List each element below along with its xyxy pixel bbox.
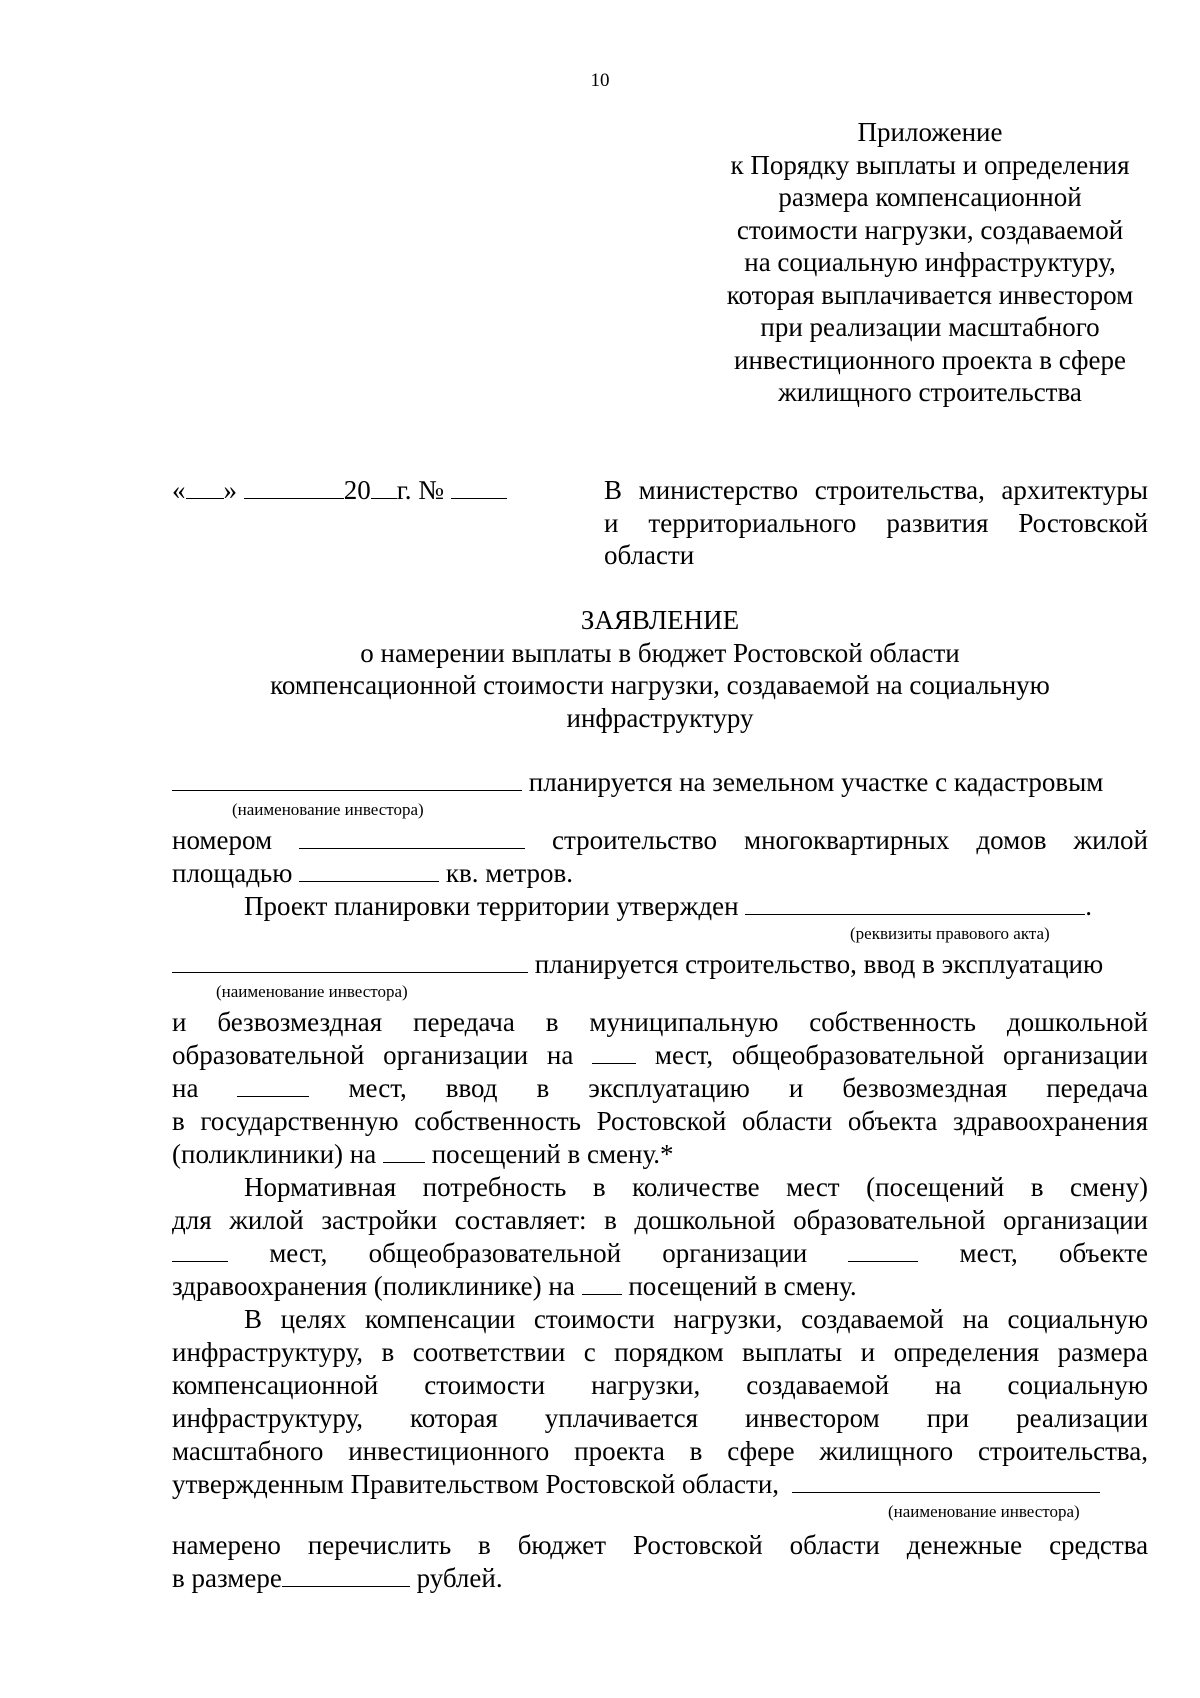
paragraph-5-line-3 — [172, 1369, 1148, 1402]
appendix-line: при реализации масштабного — [760, 312, 1100, 342]
word: инвестором — [745, 1403, 880, 1433]
appendix-line: к Порядку выплаты и определения — [730, 149, 1130, 180]
title-heading: ЗАЯВЛЕНИЕ — [580, 605, 740, 635]
paragraph-6-line-2 — [172, 1562, 1148, 1595]
word: денежные — [906, 1530, 1023, 1560]
word: перечислить — [307, 1530, 452, 1560]
addressee-line: области — [604, 540, 695, 570]
preschool-norm-blank[interactable] — [172, 1237, 228, 1262]
word: объекте — [1058, 1238, 1149, 1268]
addressee-line: В министерство строительства, архитектуры — [604, 475, 1148, 505]
paragraph-5-line-1: В целях компенсации стоимости нагрузки, создаваемой на социальную — [244, 1304, 1148, 1334]
paragraph-1-line-2 — [172, 824, 1148, 857]
word: на — [935, 1370, 962, 1400]
paragraph-4-line-3 — [172, 1237, 1148, 1270]
paragraph-5-line-4 — [172, 1402, 1148, 1435]
addressee-block — [604, 474, 1148, 572]
paragraph-text: планируется на земельном участке с кадастровым — [528, 767, 1104, 797]
appendix-line: стоимости нагрузки, создаваемой — [736, 214, 1124, 245]
word: и — [604, 507, 619, 538]
paragraph-5-line-6 — [172, 1468, 1148, 1501]
paragraph-4-line-1: Нормативная потребность в количестве мест (посещений в смену) — [244, 1172, 1148, 1202]
paragraph-text: рублей. — [416, 1563, 503, 1593]
paragraph-1-line-1 — [172, 766, 1148, 799]
word: намерено — [172, 1530, 281, 1560]
appendix-line: которая выплачивается инвестором — [726, 279, 1134, 310]
date-number-line — [172, 474, 507, 507]
document-title — [172, 604, 1148, 734]
word: которая — [410, 1403, 498, 1433]
word: области — [789, 1530, 880, 1560]
paragraph-6-line-1 — [172, 1529, 1148, 1562]
paragraph-text: планируется строительство, ввод в эксплуатацию — [534, 949, 1104, 979]
paragraph-3-line-6 — [172, 1138, 1148, 1171]
paragraph-text: в размере — [172, 1563, 282, 1593]
paragraph-5-line-2: инфраструктуру, в соответствии с порядком выплаты и определения размера — [172, 1337, 1148, 1367]
paragraph-text: кв. метров. — [445, 858, 573, 888]
date-close-quote: » — [223, 475, 237, 505]
word: при — [926, 1403, 970, 1433]
school-places-blank[interactable] — [237, 1072, 309, 1097]
word: создаваемой — [746, 1370, 890, 1400]
word: ввод — [445, 1073, 498, 1103]
investor-caption: (наименование инвестора) — [216, 982, 408, 1001]
word: мест, — [269, 1238, 328, 1268]
paragraph-text: посещений в смену.* — [431, 1139, 674, 1169]
paragraph-1-line-3 — [172, 857, 1148, 890]
appendix-line: жилищного строительства — [778, 377, 1082, 407]
appendix-line: Приложение — [857, 117, 1003, 147]
investor-name-blank[interactable] — [172, 766, 522, 791]
word: реализации — [1016, 1403, 1149, 1433]
title-line: о намерении выплаты в бюджет Ростовской области — [360, 637, 960, 668]
word: стоимости — [424, 1370, 546, 1400]
appendix-line: на социальную инфраструктуру, — [744, 247, 1116, 277]
paragraph-2 — [172, 890, 1200, 923]
word: и — [788, 1073, 804, 1103]
paragraph-text: утвержденным Правительством Ростовской области, — [172, 1469, 780, 1499]
word: передача — [1046, 1073, 1148, 1103]
clinic-visits-blank[interactable] — [383, 1138, 425, 1163]
period: . — [1085, 891, 1093, 921]
paragraph-4-line-2: для жилой застройки составляет: в дошкольной образовательной организации — [172, 1205, 1148, 1235]
day-blank[interactable] — [186, 474, 224, 499]
year-blank[interactable] — [371, 474, 397, 499]
word: нагрузки, — [591, 1370, 701, 1400]
word: средства — [1049, 1530, 1149, 1560]
word: в эксплуатацию — [536, 1073, 750, 1103]
word: безвозмездная — [842, 1073, 1008, 1103]
page-number: 10 — [590, 70, 610, 91]
appendix-block — [700, 116, 1160, 409]
year-prefix: 20 — [343, 475, 371, 505]
word: социальную — [1007, 1370, 1148, 1400]
paragraph-text: здравоохранения (поликлинике) на — [172, 1271, 575, 1301]
cadastral-number-blank[interactable] — [299, 824, 525, 849]
word: территориального — [648, 507, 857, 538]
legal-act-blank[interactable] — [745, 890, 1085, 915]
paragraph-text: образовательной организации на — [172, 1040, 574, 1070]
paragraph-text: площадью — [172, 858, 293, 888]
word: развития — [886, 507, 989, 538]
word: компенсационной — [172, 1370, 379, 1400]
area-blank[interactable] — [299, 857, 439, 882]
amount-blank[interactable] — [282, 1562, 410, 1587]
paragraph-3-line-4 — [172, 1072, 1148, 1105]
paragraph-3-line-3 — [172, 1039, 1148, 1072]
word: Ростовской — [632, 1530, 763, 1560]
word: общеобразовательной — [368, 1238, 622, 1268]
word: Ростовской — [1018, 507, 1149, 538]
paragraph-text: посещений в смену. — [628, 1271, 857, 1301]
paragraph-text: мест, общеобразовательной организации — [654, 1040, 1149, 1070]
word: мест, — [348, 1073, 407, 1103]
word: уплачивается — [544, 1403, 699, 1433]
investor-caption: (наименование инвестора) — [888, 1502, 1080, 1521]
title-line: инфраструктуру — [566, 702, 754, 733]
school-norm-blank[interactable] — [848, 1237, 918, 1262]
clinic-norm-blank[interactable] — [582, 1270, 622, 1295]
title-line: компенсационной стоимости нагрузки, создаваемой на социальную — [270, 670, 1050, 700]
paragraph-4-line-4 — [172, 1270, 1148, 1303]
year-number-label: г. № — [396, 475, 445, 505]
month-blank[interactable] — [244, 474, 344, 499]
word: мест, — [959, 1238, 1018, 1268]
appendix-line: размера компенсационной — [778, 182, 1082, 212]
word: жилой — [1073, 825, 1148, 855]
addressee-line — [604, 507, 1148, 540]
word: строительство — [552, 825, 718, 855]
word: инфраструктуру, — [172, 1403, 364, 1433]
paragraph-text: (поликлиники) на — [172, 1139, 377, 1169]
paragraph-3-line-5: в государственную собственность Ростовской области объекта здравоохранения — [172, 1106, 1148, 1136]
legal-act-caption: (реквизиты правового акта) — [850, 924, 1050, 943]
paragraph-3-line-2: и безвозмездная передача в муниципальную собственность дошкольной — [172, 1007, 1148, 1037]
paragraph-3-line-1 — [172, 948, 1148, 981]
investor-name-blank[interactable] — [172, 948, 528, 973]
investor-name-blank[interactable] — [792, 1468, 1100, 1493]
investor-caption: (наименование инвестора) — [232, 800, 424, 819]
word: на — [172, 1073, 199, 1103]
word: домов — [976, 825, 1047, 855]
preschool-places-blank[interactable] — [592, 1039, 636, 1064]
word: номером — [172, 825, 273, 855]
word: многоквартирных — [744, 825, 950, 855]
appendix-line: инвестиционного проекта в сфере — [734, 344, 1126, 375]
number-blank[interactable] — [451, 474, 507, 499]
word: организации — [662, 1238, 808, 1268]
paragraph-text: Проект планировки территории утвержден — [244, 891, 739, 921]
word: в бюджет — [478, 1530, 607, 1560]
paragraph-5-line-5: масштабного инвестиционного проекта в сфере жилищного строительства, — [172, 1436, 1148, 1466]
date-open-quote: « — [172, 475, 186, 505]
